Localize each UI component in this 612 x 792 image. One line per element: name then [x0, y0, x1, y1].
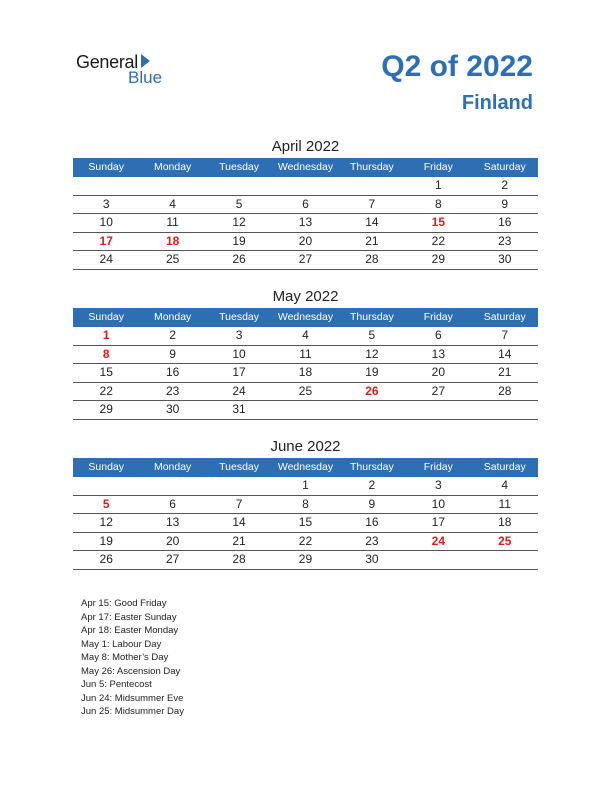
day-cell: 21 [232, 533, 246, 548]
weekday-header: Thursday [350, 311, 394, 323]
weekday-header: Tuesday [219, 311, 259, 323]
day-cell: 15 [431, 215, 445, 229]
weekday-header: Tuesday [219, 461, 259, 473]
weekday-header: Friday [423, 311, 453, 323]
day-cell: 14 [498, 346, 512, 361]
day-cell: 25 [298, 383, 313, 398]
weekday-header: Saturday [483, 311, 526, 323]
day-cell: 26 [365, 383, 379, 398]
day-cell: 28 [365, 252, 379, 266]
holiday-item: Apr 18: Easter Monday [81, 625, 179, 636]
day-cell [73, 177, 139, 195]
day-cell: 8 [434, 196, 442, 211]
country-name: Finland [461, 92, 533, 114]
weekday-header: Wednesday [277, 161, 334, 173]
day-cell: 5 [102, 496, 110, 511]
day-cell: 19 [99, 533, 113, 548]
day-cell: 22 [431, 233, 445, 248]
day-cell: 1 [302, 478, 309, 492]
day-cell: 6 [169, 496, 176, 511]
day-cell: 8 [102, 346, 110, 361]
day-cell: 11 [166, 215, 179, 229]
day-cell: 11 [498, 496, 511, 511]
day-cell: 13 [165, 515, 180, 529]
day-cell: 16 [165, 365, 180, 379]
day-cell: 8 [302, 496, 309, 511]
day-cell: 7 [235, 496, 243, 511]
week-row [73, 251, 538, 270]
day-cell [405, 401, 471, 419]
week-row [73, 327, 538, 346]
day-cell: 9 [368, 496, 376, 511]
weekday-header: Sunday [88, 311, 125, 323]
day-cell [472, 401, 538, 419]
weekday-header-row [73, 458, 538, 477]
day-cell: 27 [431, 383, 445, 398]
day-cell: 12 [365, 346, 379, 361]
day-cell: 24 [431, 533, 445, 548]
day-cell: 23 [498, 233, 512, 248]
week-row [73, 346, 538, 365]
day-cell [339, 401, 405, 419]
day-cell: 15 [298, 515, 313, 529]
logo [76, 52, 176, 88]
week-row [73, 364, 538, 383]
weekday-header: Thursday [350, 461, 394, 473]
weekday-header-row [73, 158, 538, 177]
holiday-item: Jun 5: Pentecost [81, 679, 152, 690]
day-cell: 5 [368, 328, 376, 342]
weekday-header-row [73, 308, 538, 327]
day-cell: 30 [165, 402, 180, 416]
day-cell: 4 [501, 478, 509, 492]
day-cell: 24 [99, 252, 113, 266]
day-cell [272, 401, 338, 419]
day-cell: 7 [368, 196, 376, 211]
month-title: May 2022 [272, 288, 339, 305]
day-cell: 23 [165, 383, 180, 398]
month-title: April 2022 [271, 138, 340, 155]
day-cell: 2 [501, 178, 509, 192]
day-cell: 29 [431, 252, 445, 266]
day-cell: 31 [232, 402, 246, 416]
day-cell: 26 [232, 252, 246, 266]
day-cell: 10 [99, 215, 113, 229]
holiday-item: Jun 25: Midsummer Day [81, 706, 184, 717]
week-row [73, 177, 538, 196]
weekday-header: Thursday [350, 161, 394, 173]
day-cell [73, 477, 139, 495]
day-cell: 17 [232, 365, 246, 379]
day-cell: 28 [232, 552, 246, 566]
weekday-header: Monday [153, 461, 192, 473]
month-calendar [73, 136, 538, 270]
day-cell: 23 [365, 533, 379, 548]
day-cell [206, 477, 272, 495]
day-cell: 16 [498, 215, 512, 229]
weekday-header: Monday [153, 311, 192, 323]
week-row [73, 514, 538, 533]
day-cell: 24 [232, 383, 246, 398]
holiday-item: Apr 17: Easter Sunday [81, 611, 177, 623]
day-cell: 5 [235, 196, 243, 211]
week-row [73, 196, 538, 215]
day-cell: 13 [298, 215, 313, 229]
week-row [73, 477, 538, 496]
day-cell: 3 [102, 196, 110, 211]
day-cell: 17 [431, 515, 445, 529]
weekday-header: Saturday [483, 461, 526, 473]
day-cell: 28 [498, 383, 512, 398]
day-cell: 27 [298, 252, 313, 266]
day-cell [405, 551, 471, 569]
day-cell: 9 [169, 346, 176, 361]
day-cell: 15 [99, 365, 113, 379]
day-cell: 12 [99, 515, 113, 529]
day-cell: 11 [299, 346, 312, 361]
day-cell: 18 [498, 515, 512, 529]
day-cell: 14 [365, 215, 379, 229]
day-cell: 27 [165, 552, 180, 566]
day-cell [472, 551, 538, 569]
day-cell: 17 [99, 233, 113, 248]
day-cell: 1 [434, 178, 442, 192]
day-cell: 4 [169, 196, 176, 211]
month-calendar [73, 436, 538, 570]
weekday-header: Friday [423, 161, 453, 173]
day-cell: 29 [298, 552, 313, 566]
day-cell: 6 [434, 328, 442, 342]
day-cell: 20 [165, 533, 180, 548]
weekday-header: Wednesday [277, 461, 334, 473]
day-cell: 18 [298, 365, 313, 379]
day-cell: 30 [498, 252, 512, 266]
week-row [73, 551, 538, 570]
day-cell: 2 [169, 328, 176, 342]
weekday-header: Tuesday [219, 161, 259, 173]
day-cell: 7 [501, 328, 509, 342]
day-cell: 30 [365, 552, 379, 566]
logo-flag-icon [141, 54, 150, 68]
day-cell: 20 [431, 365, 445, 379]
month-title: June 2022 [270, 438, 341, 455]
week-row [73, 401, 538, 420]
weekday-header: Saturday [483, 161, 526, 173]
day-cell [139, 177, 205, 195]
day-cell: 6 [302, 196, 309, 211]
day-cell: 10 [232, 346, 246, 361]
day-cell: 16 [365, 515, 379, 529]
month-calendar [73, 286, 538, 420]
day-cell: 21 [365, 233, 379, 248]
day-cell: 20 [298, 233, 313, 248]
weekday-header: Sunday [88, 161, 125, 173]
holiday-item: Jun 24: Midsummer Eve [81, 692, 184, 704]
day-cell: 19 [232, 233, 246, 248]
day-cell: 10 [431, 496, 445, 511]
page-title: Q2 of 2022 [381, 50, 533, 83]
day-cell: 12 [232, 215, 246, 229]
weekday-header: Wednesday [277, 311, 334, 323]
day-cell: 1 [102, 328, 110, 342]
weekday-header: Monday [153, 161, 192, 173]
day-cell: 22 [99, 383, 113, 398]
day-cell: 21 [498, 365, 512, 379]
holiday-item: Apr 15: Good Friday [81, 598, 167, 609]
weekday-header: Sunday [88, 461, 125, 473]
week-row [73, 383, 538, 402]
week-row [73, 533, 538, 552]
week-row [73, 496, 538, 515]
day-cell: 2 [368, 478, 376, 492]
day-cell: 29 [99, 402, 113, 416]
logo-word-general: General [76, 52, 138, 72]
day-cell: 26 [99, 552, 113, 566]
day-cell: 13 [431, 346, 445, 361]
day-cell: 19 [365, 365, 379, 379]
holiday-item: May 1: Labour Day [81, 638, 162, 650]
day-cell [206, 177, 272, 195]
day-cell [339, 177, 405, 195]
week-row [73, 214, 538, 233]
day-cell: 3 [235, 328, 243, 342]
holiday-list [81, 597, 184, 719]
day-cell: 4 [302, 328, 309, 342]
day-cell: 25 [498, 533, 512, 548]
logo-word-blue: Blue [128, 68, 163, 87]
day-cell: 9 [501, 196, 509, 211]
day-cell: 3 [434, 478, 442, 492]
weekday-header: Friday [423, 461, 453, 473]
day-cell: 18 [165, 233, 180, 248]
holiday-item: May 8: Mother’s Day [81, 652, 169, 663]
day-cell [139, 477, 205, 495]
week-row [73, 233, 538, 252]
holiday-item: May 26: Ascension Day [81, 665, 181, 677]
day-cell: 25 [165, 252, 180, 266]
day-cell [272, 177, 338, 195]
day-cell: 14 [232, 515, 246, 529]
day-cell: 22 [298, 533, 313, 548]
